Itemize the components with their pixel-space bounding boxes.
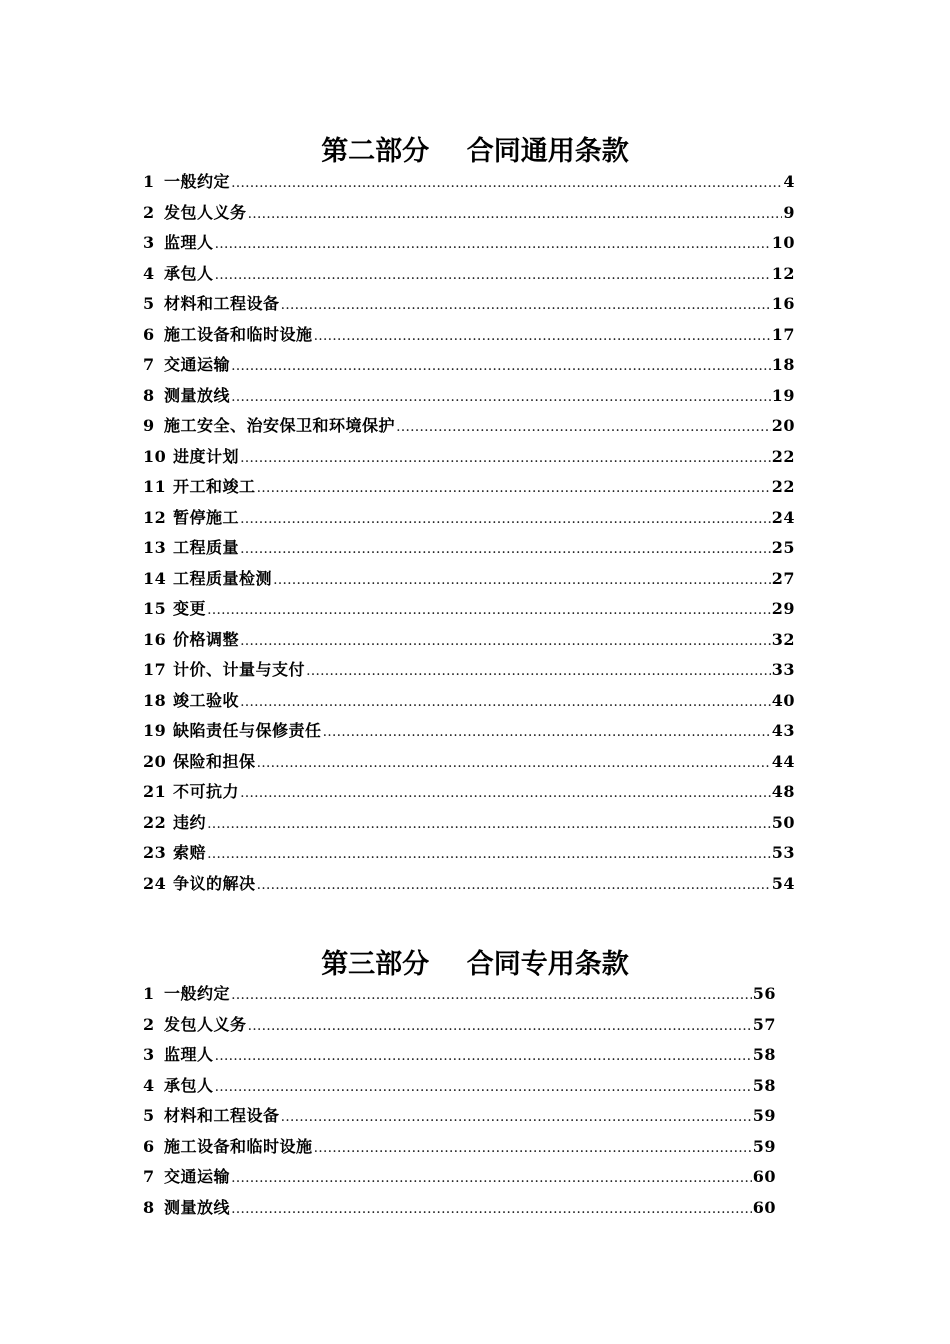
dot-leader bbox=[231, 1163, 752, 1194]
toc-entry-title: 施工设备和临时设施 bbox=[164, 1136, 313, 1156]
toc-entry[interactable] bbox=[143, 808, 795, 839]
toc-entry-number: 23 bbox=[143, 843, 167, 862]
dot-leader bbox=[215, 260, 771, 291]
toc-entry-page: 60 bbox=[752, 1167, 776, 1186]
toc-entry-page: 25 bbox=[771, 538, 795, 557]
toc-entry[interactable] bbox=[143, 350, 795, 381]
toc-entry[interactable] bbox=[143, 1193, 776, 1224]
toc-entry-number: 5 bbox=[143, 294, 155, 313]
dot-leader bbox=[306, 656, 771, 687]
toc-entry-page: 57 bbox=[752, 1014, 776, 1034]
toc-entry-page: 59 bbox=[752, 1106, 776, 1125]
toc-entry-number: 17 bbox=[143, 660, 167, 679]
toc-entry-title: 索赔 bbox=[173, 843, 207, 862]
toc-entry-page: 10 bbox=[771, 233, 795, 252]
dot-leader bbox=[240, 443, 771, 474]
toc-entry-title: 争议的解决 bbox=[173, 873, 256, 893]
dot-leader bbox=[215, 1041, 752, 1072]
toc-entry-number: 16 bbox=[143, 629, 167, 649]
toc-entry-title: 工程质量 bbox=[173, 538, 240, 557]
dot-leader bbox=[207, 595, 771, 626]
toc-entry-number: 21 bbox=[143, 782, 167, 801]
toc-entry-title: 交通运输 bbox=[164, 355, 231, 374]
dot-leader bbox=[240, 504, 771, 535]
toc-entry[interactable] bbox=[143, 472, 795, 503]
toc-entry-page: 59 bbox=[752, 1136, 776, 1156]
toc-entry-title: 发包人义务 bbox=[164, 1014, 247, 1034]
toc-entry[interactable] bbox=[143, 167, 795, 198]
dot-leader bbox=[240, 778, 771, 809]
toc-entry[interactable] bbox=[143, 1101, 776, 1132]
dot-leader bbox=[231, 168, 782, 199]
part3-heading: 第三部分 合同专用条款 bbox=[321, 949, 629, 981]
toc-entry-page: 60 bbox=[752, 1197, 776, 1217]
toc-entry-page: 40 bbox=[771, 690, 795, 710]
toc-entry-number: 10 bbox=[143, 446, 167, 466]
toc-entry-number: 14 bbox=[143, 568, 167, 588]
toc-entry-title: 开工和竣工 bbox=[173, 477, 256, 496]
toc-entry[interactable] bbox=[143, 228, 795, 259]
toc-entry-page: 22 bbox=[771, 446, 795, 466]
toc-entry-number: 6 bbox=[143, 324, 155, 344]
toc-entry[interactable] bbox=[143, 1162, 776, 1193]
toc-entry[interactable] bbox=[143, 594, 795, 625]
toc-entry-number: 4 bbox=[143, 263, 155, 283]
dot-leader bbox=[231, 1194, 752, 1225]
toc-entry-number: 13 bbox=[143, 538, 167, 557]
dot-leader bbox=[273, 565, 771, 596]
toc-entry[interactable] bbox=[143, 1040, 776, 1071]
toc-entry-number: 7 bbox=[143, 355, 155, 374]
dot-leader bbox=[248, 199, 783, 230]
toc-entry[interactable] bbox=[143, 411, 795, 442]
toc-entry[interactable] bbox=[143, 869, 795, 900]
toc-entry[interactable] bbox=[143, 381, 795, 412]
toc-entry-page: 29 bbox=[771, 599, 795, 618]
toc-entry-title: 计价、计量与支付 bbox=[173, 660, 306, 679]
toc-entry-number: 24 bbox=[143, 873, 167, 893]
toc-entry-page: 53 bbox=[771, 843, 795, 862]
toc-entry[interactable] bbox=[143, 686, 795, 717]
toc-entry-title: 竣工验收 bbox=[173, 690, 240, 710]
toc-entry[interactable] bbox=[143, 716, 795, 747]
toc-entry-number: 1 bbox=[143, 984, 155, 1003]
toc-entry-page: 27 bbox=[771, 568, 795, 588]
dot-leader bbox=[314, 321, 771, 352]
toc-entry-page: 56 bbox=[752, 984, 776, 1003]
toc-entry-title: 交通运输 bbox=[164, 1167, 231, 1186]
toc-entry-number: 3 bbox=[143, 233, 155, 252]
toc-entry-number: 18 bbox=[143, 690, 167, 710]
toc-entry[interactable] bbox=[143, 777, 795, 808]
toc-entry-title: 变更 bbox=[173, 599, 207, 618]
toc-entry[interactable] bbox=[143, 533, 795, 564]
toc-entry-page: 4 bbox=[783, 172, 795, 191]
dot-leader bbox=[207, 809, 771, 840]
toc-entry[interactable] bbox=[143, 503, 795, 534]
toc-entry-title: 材料和工程设备 bbox=[164, 294, 280, 313]
toc-entry-number: 1 bbox=[143, 172, 155, 191]
toc-entry-title: 不可抗力 bbox=[173, 782, 240, 801]
dot-leader bbox=[248, 1011, 752, 1042]
dot-leader bbox=[240, 687, 771, 718]
toc-entry-page: 58 bbox=[752, 1075, 776, 1095]
toc-entry-title: 缺陷责任与保修责任 bbox=[173, 721, 322, 740]
toc-entry-page: 44 bbox=[771, 751, 795, 771]
dot-leader bbox=[207, 839, 771, 870]
toc-entry-title: 施工安全、治安保卫和环境保护 bbox=[164, 416, 396, 435]
toc-entry[interactable] bbox=[143, 1010, 776, 1041]
toc-entry[interactable] bbox=[143, 564, 795, 595]
toc-entry-number: 2 bbox=[143, 1014, 155, 1034]
toc-entry-number: 20 bbox=[143, 751, 167, 771]
toc-entry-number: 22 bbox=[143, 812, 167, 832]
toc-entry-page: 50 bbox=[771, 812, 795, 832]
toc-entry-page: 58 bbox=[752, 1045, 776, 1064]
dot-leader bbox=[215, 1072, 752, 1103]
toc-entry[interactable] bbox=[143, 1132, 776, 1163]
toc-entry-page: 22 bbox=[771, 477, 795, 496]
part2-toc bbox=[143, 167, 795, 899]
toc-entry[interactable] bbox=[143, 1071, 776, 1102]
toc-entry-title: 价格调整 bbox=[173, 629, 240, 649]
toc-entry-title: 工程质量检测 bbox=[173, 568, 273, 588]
toc-entry-title: 发包人义务 bbox=[164, 202, 247, 222]
toc-entry-number: 9 bbox=[143, 416, 155, 435]
toc-entry-page: 19 bbox=[771, 385, 795, 405]
toc-entry-page: 12 bbox=[771, 263, 795, 283]
part2-heading: 第二部分 合同通用条款 bbox=[321, 136, 629, 168]
toc-entry-page: 32 bbox=[771, 629, 795, 649]
dot-leader bbox=[215, 229, 771, 260]
toc-entry-number: 8 bbox=[143, 1197, 155, 1217]
dot-leader bbox=[240, 626, 771, 657]
toc-entry-title: 承包人 bbox=[164, 1075, 214, 1095]
toc-entry-title: 监理人 bbox=[164, 1045, 214, 1064]
toc-entry-page: 9 bbox=[783, 202, 795, 222]
toc-entry-page: 18 bbox=[771, 355, 795, 374]
toc-entry-number: 19 bbox=[143, 721, 167, 740]
dot-leader bbox=[281, 290, 771, 321]
dot-leader bbox=[257, 748, 771, 779]
toc-entry[interactable] bbox=[143, 320, 795, 351]
toc-entry-title: 材料和工程设备 bbox=[164, 1106, 280, 1125]
toc-entry-number: 8 bbox=[143, 385, 155, 405]
toc-entry-page: 24 bbox=[771, 507, 795, 527]
dot-leader bbox=[231, 382, 771, 413]
toc-entry-title: 监理人 bbox=[164, 233, 214, 252]
part3-toc bbox=[143, 979, 776, 1223]
toc-entry-page: 17 bbox=[771, 324, 795, 344]
toc-entry-title: 一般约定 bbox=[164, 984, 231, 1003]
toc-entry-title: 承包人 bbox=[164, 263, 214, 283]
toc-entry-title: 测量放线 bbox=[164, 385, 231, 405]
toc-entry[interactable] bbox=[143, 259, 795, 290]
dot-leader bbox=[323, 717, 771, 748]
toc-entry-number: 6 bbox=[143, 1136, 155, 1156]
toc-entry-number: 12 bbox=[143, 507, 167, 527]
toc-entry-title: 保险和担保 bbox=[173, 751, 256, 771]
toc-entry-number: 15 bbox=[143, 599, 167, 618]
dot-leader bbox=[314, 1133, 752, 1164]
toc-entry-page: 16 bbox=[771, 294, 795, 313]
toc-entry-title: 违约 bbox=[173, 812, 207, 832]
dot-leader bbox=[257, 870, 771, 901]
toc-entry-page: 33 bbox=[771, 660, 795, 679]
toc-entry-number: 5 bbox=[143, 1106, 155, 1125]
dot-leader bbox=[240, 534, 771, 565]
toc-entry[interactable] bbox=[143, 838, 795, 869]
toc-entry-page: 43 bbox=[771, 721, 795, 740]
dot-leader bbox=[257, 473, 771, 504]
dot-leader bbox=[231, 980, 752, 1011]
toc-entry-number: 7 bbox=[143, 1167, 155, 1186]
toc-entry-number: 2 bbox=[143, 202, 155, 222]
toc-entry-number: 4 bbox=[143, 1075, 155, 1095]
toc-entry[interactable] bbox=[143, 198, 795, 229]
dot-leader bbox=[396, 412, 771, 443]
toc-entry-number: 11 bbox=[143, 477, 167, 496]
toc-entry-page: 54 bbox=[771, 873, 795, 893]
toc-entry-title: 一般约定 bbox=[164, 172, 231, 191]
toc-entry[interactable] bbox=[143, 655, 795, 686]
toc-entry-page: 48 bbox=[771, 782, 795, 801]
toc-entry-title: 测量放线 bbox=[164, 1197, 231, 1217]
toc-entry-title: 施工设备和临时设施 bbox=[164, 324, 313, 344]
toc-entry[interactable] bbox=[143, 747, 795, 778]
toc-entry-page: 20 bbox=[771, 416, 795, 435]
toc-entry-number: 3 bbox=[143, 1045, 155, 1064]
toc-entry-title: 进度计划 bbox=[173, 446, 240, 466]
toc-entry[interactable] bbox=[143, 625, 795, 656]
toc-entry[interactable] bbox=[143, 979, 776, 1010]
toc-entry[interactable] bbox=[143, 289, 795, 320]
toc-entry[interactable] bbox=[143, 442, 795, 473]
dot-leader bbox=[281, 1102, 752, 1133]
toc-entry-title: 暂停施工 bbox=[173, 507, 240, 527]
dot-leader bbox=[231, 351, 771, 382]
